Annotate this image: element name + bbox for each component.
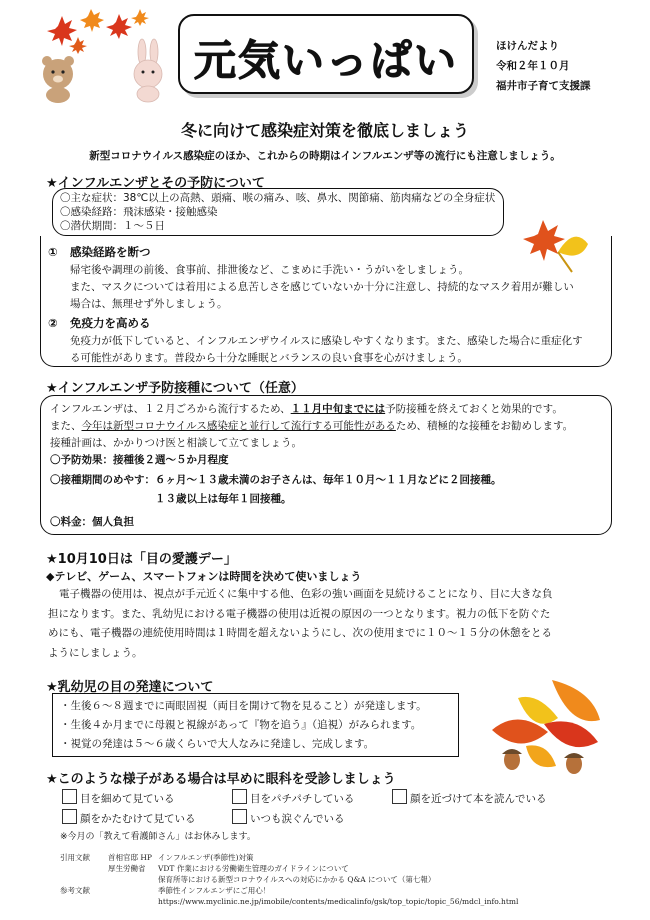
vaccine-text: 予防接種を終えておくと効果的です。 bbox=[385, 403, 563, 415]
fact-symptoms: 〇主な症状：38℃以上の高熱、頭痛、喉の痛み、咳、鼻水、関節痛、筋肉痛などの全身症状 bbox=[60, 192, 496, 204]
checklist-note: ※今月の「教えて看護師さん」はお休みします。 bbox=[60, 832, 256, 842]
fact-incubation: 〇潜伏期間：１～５日 bbox=[60, 220, 165, 232]
autumn-leaves-animals-illustration bbox=[38, 8, 168, 103]
lead-text: 新型コロナウイルス感染症のほか、これからの時期はインフルエンザ等の流行にも注意しましょう。 bbox=[89, 150, 561, 162]
development-item: ・視覚の発達は５～６歳くらいで大人なみに発達し、完成します。 bbox=[60, 738, 375, 750]
vaccine-emphasis: 今年は新型コロナウイルス感染症と並行して流行する可能性がある bbox=[81, 420, 396, 432]
development-list bbox=[60, 697, 427, 754]
newsletter-name: ほけんだより bbox=[496, 40, 559, 52]
eye-day-body bbox=[48, 585, 553, 663]
point1-heading bbox=[48, 244, 151, 261]
section-title-influenza: ★インフルエンザとその予防について bbox=[46, 176, 265, 191]
masthead-title-box bbox=[178, 14, 474, 94]
vaccine-fee: 〇料金：個人負担 bbox=[50, 516, 134, 528]
point2-body bbox=[70, 333, 583, 367]
point2-line: る可能性があります。普段から十分な睡眠とバランスの良い食事を心がけましょう。 bbox=[70, 352, 468, 364]
vaccine-effect: 〇予防効果：接種後２週～５か月程度 bbox=[50, 454, 229, 466]
reference-source: 厚生労働省 bbox=[108, 864, 146, 873]
reference-item: インフルエンザ(季節性)対策 bbox=[158, 853, 254, 862]
point2-title: 免疫力を高める bbox=[70, 316, 151, 330]
checklist-label: 目を細めて見ている bbox=[80, 793, 175, 805]
checklist-item bbox=[232, 809, 345, 828]
reference-source: 首相官邸 HP bbox=[108, 853, 152, 862]
checkbox-icon bbox=[62, 809, 77, 824]
bear-icon bbox=[42, 56, 74, 103]
reference-url[interactable]: https://www.myclinic.ne.jp/imobile/contents/medicalinfo/gsk/top_topic/topic_56/mdcl_info.html bbox=[158, 897, 519, 906]
reference-item: VDT 作業における労働衛生管理のガイドラインについて bbox=[158, 864, 349, 873]
vaccine-schedule-older: １３歳以上は毎年１回接種。 bbox=[155, 493, 292, 505]
vaccine-schedule: 〇接種期間のめやす：６ヶ月～１３歳未満のお子さんは、毎年１０月～１１月などに２回接種。 bbox=[50, 474, 502, 486]
section-title-checklist: ★このような様子がある場合は早めに眼科を受診しましょう bbox=[46, 772, 396, 787]
checklist-item bbox=[62, 789, 175, 808]
vaccine-text: ため、積極的な接種をお勧めします。 bbox=[395, 420, 574, 432]
point1-body bbox=[70, 262, 574, 313]
vaccine-line-3: 接種計画は、かかりつけ医と相談して立てましょう。 bbox=[50, 437, 302, 449]
eye-day-line: ようにしましょう。 bbox=[48, 646, 143, 659]
reference-item: 保育所等における新型コロナウイルスへの対応にかかる Q&A について（第七報） bbox=[158, 875, 436, 884]
checkbox-icon bbox=[232, 809, 247, 824]
checklist-label: 顔を近づけて本を読んでいる bbox=[410, 793, 547, 805]
publisher-name: 福井市子育て支援課 bbox=[496, 80, 591, 92]
point2-heading bbox=[48, 315, 151, 332]
development-item: ・生後４か月までに母親と視線があって『物を追う』（追視）がみられます。 bbox=[60, 719, 422, 731]
eye-day-line: 電子機器の使用は、視点が手元近くに集中する他、色彩の強い画面を見続けることになり、目に大きな負 bbox=[59, 588, 553, 600]
point1-line: また、マスクについては着用による息苦しさを感じていないか十分に注意し、持続的なマスク着用が難しい bbox=[70, 281, 574, 293]
checklist-item bbox=[392, 789, 547, 808]
issue-date: 令和２年１０月 bbox=[496, 60, 570, 72]
reference-label-cited: 引用文献 bbox=[60, 853, 90, 862]
point1-line: 帰宅後や調理の前後、食事前、排泄後など、こまめに手洗い・うがいをしましょう。 bbox=[70, 264, 469, 276]
section-title-eye-day: ★10月10日は「目の愛護デー」 bbox=[46, 552, 237, 567]
maple-leaf-icon bbox=[47, 9, 149, 54]
checkbox-icon bbox=[232, 789, 247, 804]
fact-route: 〇感染経路：飛沫感染・接触感染 bbox=[60, 206, 218, 218]
vaccine-line-1 bbox=[50, 401, 573, 418]
point2-line: 免疫力が低下していると、インフルエンザウイルスに感染しやすくなります。また、感染した場合に重症化す bbox=[70, 335, 583, 347]
section-title-vaccine: ★インフルエンザ予防接種について（任意） bbox=[46, 381, 304, 396]
point1-title: 感染経路を断つ bbox=[70, 245, 151, 259]
vaccine-body bbox=[50, 401, 573, 531]
fallen-leaves-acorns-illustration bbox=[482, 672, 610, 780]
masthead-info bbox=[496, 36, 591, 96]
reference-label-consulted: 参考文献 bbox=[60, 886, 90, 895]
checklist-item bbox=[232, 789, 354, 808]
rabbit-icon bbox=[134, 39, 162, 102]
eye-day-line: めにも、電子機器の連続使用時間は１時間を超えないようにし、次の使用までに１０～１５分の休憩をとる bbox=[48, 627, 552, 639]
masthead-title: 元気いっぱい bbox=[193, 36, 458, 85]
point2-number: ② bbox=[48, 316, 58, 330]
vaccine-line-2 bbox=[50, 418, 573, 435]
checkbox-icon bbox=[392, 789, 407, 804]
checklist-label: いつも涙ぐんでいる bbox=[250, 813, 345, 825]
point1-number: ① bbox=[48, 245, 58, 259]
vaccine-text: また、 bbox=[50, 420, 82, 432]
influenza-facts bbox=[60, 191, 495, 233]
headline: 冬に向けて感染症対策を徹底しましょう bbox=[180, 121, 469, 140]
eye-day-subtitle: ◆テレビ、ゲーム、スマートフォンは時間を決めて使いましょう bbox=[46, 570, 362, 583]
development-item: ・生後６～８週までに両眼固視（両目を開けて物を見ること）が発達します。 bbox=[60, 700, 427, 712]
checkbox-icon bbox=[62, 789, 77, 804]
reference-sources bbox=[108, 852, 152, 874]
eye-day-line: 担になります。また、乳幼児における電子機器の使用は近視の原因の一つとなります。視力の低下を防ぐた bbox=[48, 607, 551, 620]
reference-list bbox=[158, 852, 518, 907]
vaccine-deadline: １１月中旬までには bbox=[290, 403, 386, 415]
checklist-item bbox=[62, 809, 196, 828]
reference-item: 季節性インフルエンザにご用心！ bbox=[158, 886, 271, 895]
checklist-label: 顔をかたむけて見ている bbox=[80, 813, 196, 825]
checklist-label: 目をパチパチしている bbox=[250, 793, 355, 805]
point1-line: 場合は、無理せず外しましょう。 bbox=[70, 298, 228, 310]
vaccine-text: インフルエンザは、１２月ごろから流行するため、 bbox=[50, 403, 291, 415]
section-title-development: ★乳幼児の目の発達について bbox=[46, 680, 214, 695]
